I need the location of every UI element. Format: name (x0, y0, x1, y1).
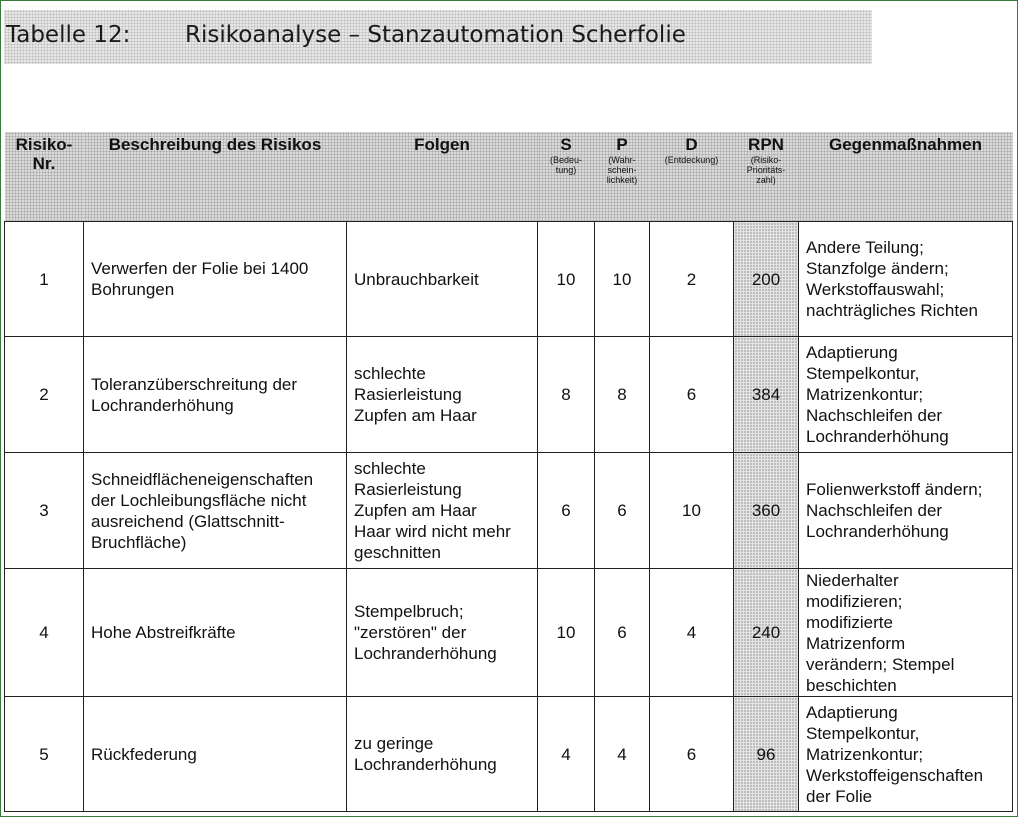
cell-folgen: zu geringe Lochranderhöhung (347, 697, 538, 812)
header-gegenmassnahmen (799, 132, 1013, 222)
table-number: Tabelle 12: (6, 22, 131, 48)
cell-nr: 1 (5, 222, 84, 337)
risk-analysis-table (4, 132, 1013, 812)
cell-s: 8 (538, 337, 595, 453)
cell-rpn: 96 (734, 697, 799, 812)
cell-beschreibung: Rückfederung (84, 697, 347, 812)
header-folgen (347, 132, 538, 222)
cell-p: 6 (595, 569, 650, 697)
header-nr (5, 132, 84, 222)
header-sub: (Risiko- Prioritäts- zahl) (746, 155, 786, 185)
header-label: Folgen (414, 135, 470, 154)
cell-beschreibung: Toleranzüberschreitung der Lochranderhöhung (84, 337, 347, 453)
cell-beschreibung: Verwerfen der Folie bei 1400 Bohrungen (84, 222, 347, 337)
cell-p: 10 (595, 222, 650, 337)
header-label: P (616, 135, 628, 154)
cell-massnahmen: Adaptierung Stempelkontur, Matrizenkontur; Werkstoffeigenschaften der Folie (799, 697, 1013, 812)
cell-nr: 5 (5, 697, 84, 812)
cell-rpn: 200 (734, 222, 799, 337)
risk-table-wrap (4, 132, 1013, 812)
cell-folgen: schlechte Rasierleistung Zupfen am Haar (347, 337, 538, 453)
cell-s: 4 (538, 697, 595, 812)
cell-rpn: 360 (734, 453, 799, 569)
table-row (5, 453, 1013, 569)
cell-folgen: Stempelbruch; "zerstören" der Lochranderhöhung (347, 569, 538, 697)
table-row (5, 697, 1013, 812)
cell-d: 6 (650, 337, 734, 453)
header-beschreibung (84, 132, 347, 222)
cell-s: 10 (538, 569, 595, 697)
cell-s: 6 (538, 453, 595, 569)
cell-massnahmen: Folienwerkstoff ändern; Nachschleifen der Lochranderhöhung (799, 453, 1013, 569)
header-label: RPN (748, 135, 784, 154)
header-rpn (734, 132, 799, 222)
cell-d: 6 (650, 697, 734, 812)
header-d (650, 132, 734, 222)
header-sub: (Wahr- schein- lichkeit) (606, 155, 638, 185)
cell-beschreibung: Hohe Abstreifkräfte (84, 569, 347, 697)
header-label: S (560, 135, 572, 154)
header-sub: (Entdeckung) (664, 155, 719, 165)
table-row (5, 222, 1013, 337)
cell-p: 6 (595, 453, 650, 569)
table-header-row (5, 132, 1013, 222)
cell-d: 10 (650, 453, 734, 569)
cell-folgen: schlechte Rasierleistung Zupfen am Haar Haar wird nicht mehr geschnitten (347, 453, 538, 569)
cell-nr: 2 (5, 337, 84, 453)
header-p (595, 132, 650, 222)
cell-massnahmen: Adaptierung Stempelkontur, Matrizenkontur; Nachschleifen der Lochranderhöhung (799, 337, 1013, 453)
header-label: D (685, 135, 698, 154)
cell-p: 8 (595, 337, 650, 453)
table-title: Risikoanalyse – Stanzautomation Scherfolie (185, 22, 686, 48)
cell-nr: 4 (5, 569, 84, 697)
header-label: Risiko- Nr. (15, 135, 73, 173)
cell-nr: 3 (5, 453, 84, 569)
header-sub: (Bedeu- tung) (549, 155, 583, 175)
table-row (5, 337, 1013, 453)
cell-folgen: Unbrauchbarkeit (347, 222, 538, 337)
cell-d: 4 (650, 569, 734, 697)
cell-d: 2 (650, 222, 734, 337)
cell-massnahmen: Niederhalter modifizieren; modifizierte Matrizenform verändern; Stempel beschichten (799, 569, 1013, 697)
cell-rpn: 240 (734, 569, 799, 697)
header-s (538, 132, 595, 222)
header-label: Beschreibung des Risikos (108, 135, 322, 154)
cell-massnahmen: Andere Teilung; Stanzfolge ändern; Werkstoffauswahl; nachträgliches Richten (799, 222, 1013, 337)
cell-p: 4 (595, 697, 650, 812)
cell-rpn: 384 (734, 337, 799, 453)
table-row (5, 569, 1013, 697)
cell-beschreibung: Schneidflächeneigenschaften der Lochleibungsfläche nicht ausreichend (Glattschnitt-Bruchfläche) (84, 453, 347, 569)
header-label: Gegenmaßnahmen (828, 135, 983, 154)
cell-s: 10 (538, 222, 595, 337)
